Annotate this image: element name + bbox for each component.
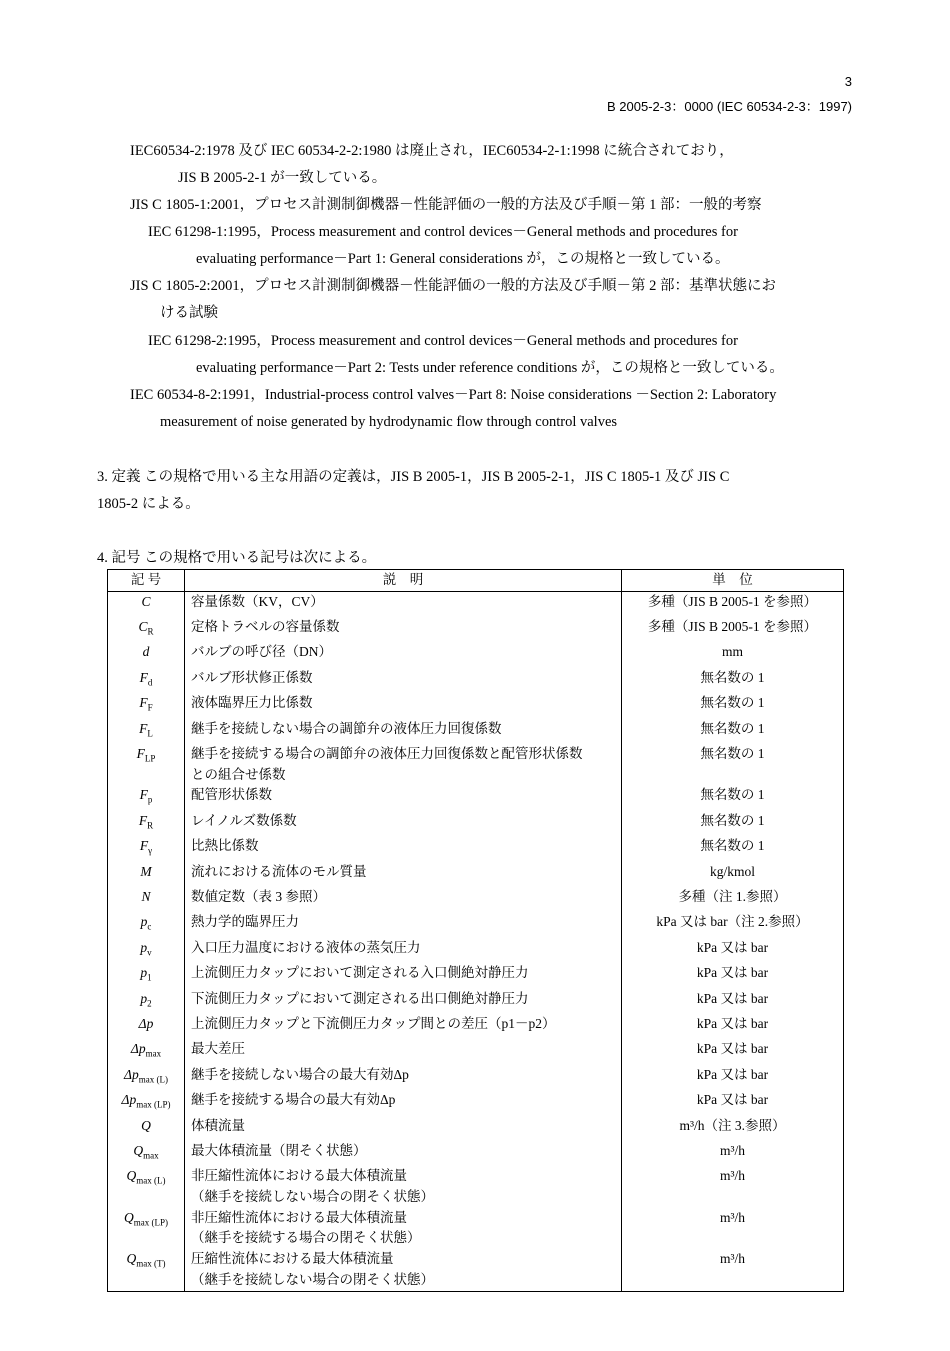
symbol-subscript: max (LP): [136, 1099, 171, 1110]
table-row: [108, 693, 844, 718]
unit-cell: m³/h（注 3.参照）: [622, 1116, 844, 1141]
symbol-cell: [108, 1141, 185, 1166]
symbol-main: Q: [126, 1251, 137, 1267]
description-cell: [185, 719, 622, 744]
symbol-main: Δp: [121, 1092, 137, 1108]
symbol-subscript: max (L): [138, 1074, 168, 1085]
table-row: [108, 938, 844, 963]
unit-cell: kPa 又は bar: [622, 938, 844, 963]
symbol-cell: [108, 912, 185, 937]
description-text: 上流側圧力タップと下流側圧力タップ間との差圧（p1－p2）: [191, 1015, 556, 1031]
unit-cell: kg/kmol: [622, 862, 844, 887]
description-cell: [185, 617, 622, 642]
symbol-main: F: [138, 812, 148, 828]
description-text-cont: （継手を接続する場合の閉そく状態）: [191, 1230, 421, 1246]
description-text: 非圧縮性流体における最大体積流量: [191, 1209, 407, 1225]
symbol-cell: [108, 693, 185, 718]
symbol-main: p: [140, 965, 148, 981]
description-text: 体積流量: [191, 1117, 245, 1133]
description-text: 容量係数（KV，CV）: [191, 593, 324, 609]
description-text: 下流側圧力タップにおいて測定される出口側絶対静圧力: [191, 990, 529, 1006]
symbol-main: Q: [133, 1142, 144, 1158]
unit-cell: kPa 又は bar: [622, 1065, 844, 1090]
table-row: [108, 1249, 844, 1291]
description-cell: [185, 642, 622, 667]
section-line: 1805-2 による。: [97, 496, 200, 512]
symbol-cell: [108, 591, 185, 617]
symbol-cell: [108, 836, 185, 861]
symbol-subscript: γ: [148, 845, 153, 856]
table-row: [108, 744, 844, 785]
ref-line: JIS C 1805-2:2001，プロセス計測制御機器－性能評価の一般的方法及び手順－第 2 部：基準状態にお: [130, 278, 777, 294]
description-text: 数値定数（表 3 参照）: [191, 889, 326, 905]
symbol-subscript: p: [147, 795, 153, 806]
symbol-main: M: [140, 863, 152, 879]
description-cell: [185, 912, 622, 937]
description-cell: [185, 1116, 622, 1141]
unit-cell: 無名数の 1: [622, 744, 844, 785]
symbol-cell: [108, 862, 185, 887]
unit-cell: m³/h: [622, 1208, 844, 1249]
symbol-subscript: F: [147, 702, 153, 713]
unit-cell: kPa 又は bar: [622, 989, 844, 1014]
table-row: [108, 668, 844, 693]
table-row: [108, 1065, 844, 1090]
unit-cell: mm: [622, 642, 844, 667]
symbol-cell: [108, 1116, 185, 1141]
remark-line: evaluating performance－Part 2: Tests under reference conditions が，この規格と一致している。: [196, 360, 784, 376]
description-text: 液体臨界圧力比係数: [191, 695, 313, 711]
remark-line: evaluating performance－Part 1: General considerations が，この規格と一致している。: [196, 251, 730, 267]
description-cell: [185, 1039, 622, 1064]
symbol-cell: [108, 887, 185, 912]
symbol-subscript: max: [143, 1150, 159, 1161]
description-text: 比熱比係数: [191, 838, 259, 854]
table-row: [108, 785, 844, 810]
symbol-main: F: [139, 669, 148, 685]
symbol-cell: [108, 1090, 185, 1115]
col-header-unit: 単 位: [622, 570, 844, 592]
description-text: 継手を接続しない場合の最大有効Δp: [191, 1066, 409, 1082]
unit-cell: m³/h: [622, 1249, 844, 1291]
symbol-subscript: R: [147, 626, 154, 637]
description-cell: [185, 836, 622, 861]
description-cell: [185, 963, 622, 988]
symbol-main: Δp: [124, 1066, 139, 1082]
page-number: 3: [844, 74, 852, 89]
description-text-cont: （継手を接続しない場合の閉そく状態）: [191, 1271, 434, 1287]
symbol-cell: [108, 785, 185, 810]
symbol-subscript: 1: [147, 972, 152, 983]
table-row: [108, 862, 844, 887]
symbol-main: F: [136, 746, 145, 762]
description-cell: [185, 862, 622, 887]
table-row: [108, 719, 844, 744]
symbols-table: [107, 569, 844, 1292]
description-text: 最大体積流量（閉そく状態）: [191, 1142, 367, 1158]
reference-note-1: [130, 138, 852, 192]
symbol-subscript: R: [147, 820, 154, 831]
table-row: [108, 836, 844, 861]
symbol-main: F: [139, 695, 148, 711]
symbol-cell: [108, 617, 185, 642]
description-text: 入口圧力温度における液体の蒸気圧力: [191, 939, 421, 955]
symbol-cell: [108, 1065, 185, 1090]
description-text: 継手を接続する場合の調節弁の液体圧力回復係数と配管形状係数: [191, 746, 583, 762]
symbol-main: Q: [126, 1168, 137, 1184]
description-text: 非圧縮性流体における最大体積流量: [191, 1168, 407, 1184]
description-text: バルブの呼び径（DN）: [191, 644, 332, 660]
symbol-subscript: 2: [147, 998, 152, 1009]
unit-cell: kPa 又は bar: [622, 1090, 844, 1115]
symbol-cell: [108, 719, 185, 744]
description-text: 流れにおける流体のモル質量: [191, 863, 367, 879]
description-cell: [185, 989, 622, 1014]
symbol-cell: [108, 1208, 185, 1249]
table-row: [108, 1116, 844, 1141]
description-cell: [185, 1208, 622, 1249]
unit-cell: 無名数の 1: [622, 811, 844, 836]
description-cell: [185, 938, 622, 963]
description-text: 継手を接続しない場合の調節弁の液体圧力回復係数: [191, 720, 502, 736]
symbol-cell: [108, 989, 185, 1014]
table-row: [108, 1039, 844, 1064]
standard-number: B 2005-2-3：0000 (IEC 60534-2-3：1997): [607, 99, 852, 114]
iec-60534-8-2-ref: [130, 382, 852, 436]
description-text: 最大差圧: [191, 1041, 245, 1057]
description-text: 圧縮性流体における最大体積流量: [191, 1251, 394, 1267]
description-text: レイノルズ数係数: [191, 812, 297, 828]
symbol-subscript: max (L): [136, 1176, 166, 1186]
symbol-main: Q: [141, 1117, 151, 1133]
symbol-cell: [108, 1039, 185, 1064]
table-row: [108, 963, 844, 988]
symbol-subscript: c: [147, 922, 152, 933]
description-text-cont: との組合せ係数: [191, 766, 286, 782]
remark-line: IEC 61298-2:1995，Process measurement and control devices－General methods and procedures for: [148, 333, 738, 349]
symbol-subscript: max (LP): [133, 1217, 168, 1228]
note-line: IEC60534-2:1978 及び IEC 60534-2-2:1980 は廃止され，IEC60534-2-1:1998 に統合されており，: [130, 143, 734, 159]
description-text: 配管形状係数: [191, 787, 272, 803]
unit-cell: 多種（JIS B 2005-1 を参照）: [622, 617, 844, 642]
symbol-main: F: [139, 720, 148, 736]
table-row: [108, 1166, 844, 1207]
symbol-main: N: [141, 889, 151, 905]
table-row: [108, 1090, 844, 1115]
description-cell: [185, 1249, 622, 1291]
unit-cell: 無名数の 1: [622, 785, 844, 810]
table-row: [108, 912, 844, 937]
symbol-main: F: [139, 838, 149, 854]
table-row: [108, 1014, 844, 1039]
unit-cell: 無名数の 1: [622, 836, 844, 861]
unit-cell: kPa 又は bar: [622, 963, 844, 988]
description-cell: [185, 693, 622, 718]
symbol-main: F: [139, 787, 148, 803]
table-row: [108, 887, 844, 912]
unit-cell: 無名数の 1: [622, 693, 844, 718]
note-line: JIS B 2005-2-1 が一致している。: [178, 170, 387, 186]
section-line: 3. 定義 この規格で用いる主な用語の定義は，JIS B 2005-1，JIS B 2005-2-1，JIS C 1805-1 及び JIS C: [97, 469, 730, 485]
symbol-cell: [108, 938, 185, 963]
description-cell: [185, 668, 622, 693]
description-text: 上流側圧力タップにおいて測定される入口側絶対静圧力: [191, 965, 529, 981]
remark-line: IEC 61298-1:1995，Process measurement and control devices－General methods and procedures for: [148, 224, 738, 240]
symbol-main: p: [140, 914, 148, 930]
symbol-cell: [108, 963, 185, 988]
description-cell: [185, 1065, 622, 1090]
remark-1: [148, 219, 852, 273]
description-cell: [185, 785, 622, 810]
symbol-main: Δp: [130, 1041, 146, 1057]
symbol-cell: [108, 744, 185, 785]
symbol-subscript: max (T): [136, 1258, 166, 1269]
unit-cell: 多種（JIS B 2005-1 を参照）: [622, 591, 844, 617]
jis-c-1805-2-ref: [130, 273, 852, 327]
symbol-main: d: [142, 644, 150, 660]
description-cell: [185, 1014, 622, 1039]
description-cell: [185, 1166, 622, 1207]
symbol-subscript: d: [147, 677, 153, 688]
col-header-description: 説 明: [185, 570, 622, 592]
table-row: [108, 617, 844, 642]
symbol-cell: [108, 668, 185, 693]
unit-cell: 無名数の 1: [622, 719, 844, 744]
col-header-symbol: 記 号: [108, 570, 185, 592]
ref-line: ける試験: [160, 305, 218, 321]
table-row: [108, 811, 844, 836]
description-text: バルブ形状修正係数: [191, 669, 313, 685]
symbol-cell: [108, 1014, 185, 1039]
unit-cell: kPa 又は bar: [622, 1014, 844, 1039]
table-row: [108, 989, 844, 1014]
description-text: 定格トラベルの容量係数: [191, 619, 340, 635]
description-cell: [185, 1141, 622, 1166]
unit-cell: kPa 又は bar: [622, 1039, 844, 1064]
description-text: 継手を接続する場合の最大有効Δp: [191, 1092, 396, 1108]
table-row: [108, 1208, 844, 1249]
symbol-main: C: [141, 593, 151, 609]
table-header-row: [108, 570, 844, 592]
description-cell: [185, 887, 622, 912]
unit-cell: m³/h: [622, 1141, 844, 1166]
description-cell: [185, 591, 622, 617]
symbol-main: p: [140, 939, 148, 955]
description-cell: [185, 744, 622, 785]
description-cell: [185, 1090, 622, 1115]
unit-cell: kPa 又は bar（注 2.参照）: [622, 912, 844, 937]
symbol-cell: [108, 1166, 185, 1207]
remark-2: [148, 328, 852, 382]
symbol-cell: [108, 1249, 185, 1291]
description-text: 熱力学的臨界圧力: [191, 914, 299, 930]
symbol-main: Q: [124, 1209, 134, 1225]
section-4-heading: 4. 記号 この規格で用いる記号は次による。: [97, 550, 377, 566]
unit-cell: m³/h: [622, 1166, 844, 1207]
unit-cell: 多種（注 1.参照）: [622, 887, 844, 912]
section-3-definitions: [97, 464, 852, 518]
ref-line: IEC 60534-8-2:1991，Industrial-process control valves－Part 8: Noise considerations －Section 2: Laboratory: [130, 387, 777, 403]
description-text-cont: （継手を接続しない場合の閉そく状態）: [191, 1189, 434, 1205]
symbol-subscript: max: [145, 1049, 162, 1060]
symbol-cell: [108, 642, 185, 667]
table-row: [108, 591, 844, 617]
unit-cell: 無名数の 1: [622, 668, 844, 693]
symbol-subscript: L: [147, 728, 153, 739]
description-cell: [185, 811, 622, 836]
symbol-cell: [108, 811, 185, 836]
jis-c-1805-1-ref: JIS C 1805-1:2001，プロセス計測制御機器－性能評価の一般的方法及び手順－第 1 部：一般的考察: [130, 197, 762, 213]
symbol-main: p: [140, 990, 148, 1006]
ref-line: measurement of noise generated by hydrodynamic flow through control valves: [160, 414, 618, 430]
symbol-subscript: LP: [144, 753, 156, 764]
symbol-main: Δp: [138, 1015, 154, 1031]
symbol-subscript: v: [147, 947, 152, 958]
symbol-main: C: [138, 619, 148, 635]
table-row: [108, 642, 844, 667]
table-row: [108, 1141, 844, 1166]
